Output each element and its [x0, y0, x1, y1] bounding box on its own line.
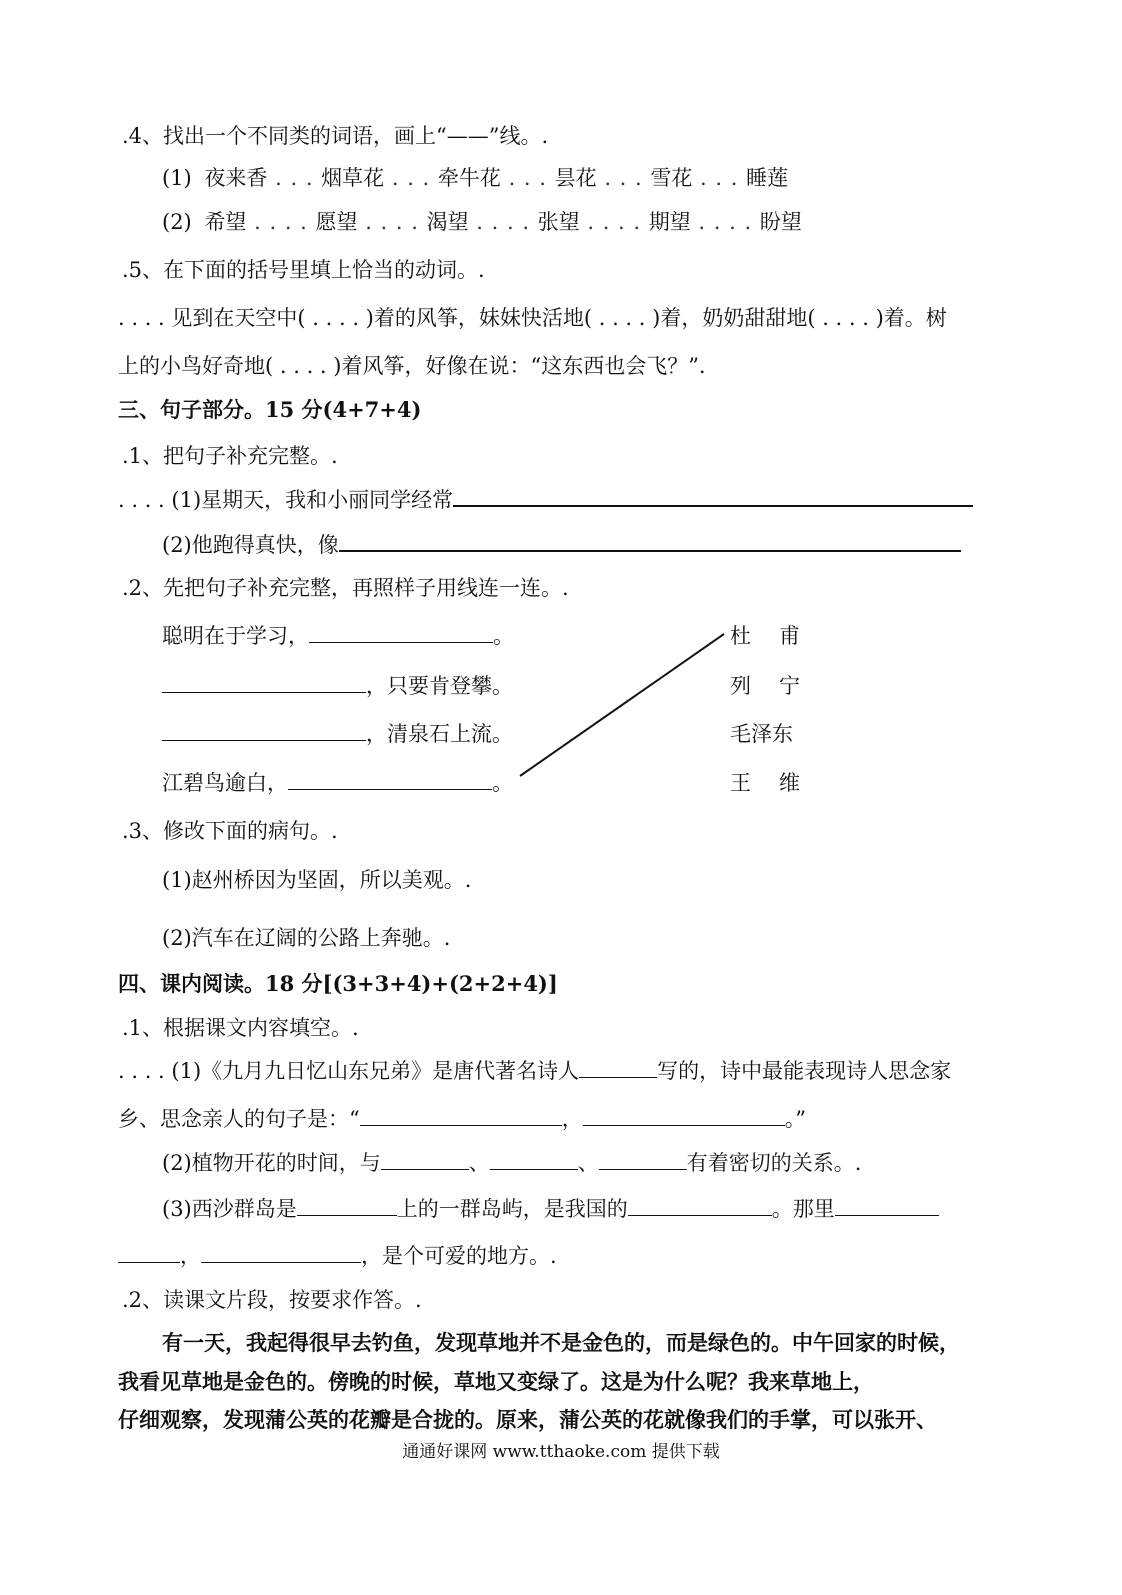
s4-q1-item2-sep: 、 [577, 1151, 599, 1175]
answer-blank[interactable] [381, 1147, 469, 1170]
answer-blank[interactable] [583, 1103, 785, 1126]
section-3-title: 三、句子部分。15 分(4+7+4) [118, 397, 422, 422]
s4-q1-item2 [162, 1147, 861, 1179]
page-footer: 通通好课网 www.tthaoke.com 提供下载 [402, 1442, 720, 1462]
author-char: 杜 [730, 624, 751, 648]
s4-q1-item2-text: (2)植物开花的时间，与 [162, 1151, 381, 1175]
q4-row1-word: 烟草花 [321, 166, 385, 190]
s4-q1-item1-text2: 写的，诗中最能表现诗人思念家 [657, 1059, 952, 1083]
s3-q3-item1: (1)赵州桥因为坚固，所以美观。. [162, 868, 472, 892]
author-char: 宁 [779, 674, 800, 698]
s4-q2-title: .2、读课文片段，按要求作答。. [122, 1288, 422, 1312]
match-left-3-text: ，清泉石上流。 [366, 722, 513, 746]
author-name: 毛泽东 [730, 722, 793, 746]
s4-q1-item3-cont [118, 1240, 557, 1272]
q4-row2-word: 盼望 [759, 210, 802, 234]
s4-q1-item1-text: . . . . (1)《九月九日忆山东兄弟》是唐代著名诗人 [118, 1059, 580, 1083]
q4-row2-word: 愿望 [315, 210, 358, 234]
match-left-2-text: ，只要肯登攀。 [366, 674, 513, 698]
s4-q1-item3-text: (3)西沙群岛是 [162, 1197, 297, 1221]
q4-row2: (2) 希望 . . . . 愿望 . . . . 渴望 . . . . 张望 . . . . 期望 . . . . 盼望 [162, 210, 802, 234]
s4-q1-item2-text2: 有着密切的关系。. [686, 1151, 862, 1175]
q4-row2-word: 期望 [648, 210, 691, 234]
match-left-1-text: 聪明在于学习， [162, 624, 309, 648]
s3-q1-item1-text: . . . . (1)星期天，我和小丽同学经常 [118, 488, 454, 512]
s4-q1-item3 [162, 1193, 939, 1225]
author-char: 甫 [779, 624, 800, 648]
q5-line2: 上的小鸟好奇地( . . . . )着风筝，好像在说：“这东西也会飞？”. [118, 354, 706, 378]
q4-row2-word: 渴望 [426, 210, 469, 234]
s4-q1-item1-text3: 乡、思念亲人的句子是：“ [118, 1107, 360, 1131]
q4-row1-word: 牵牛花 [437, 166, 501, 190]
q4-row1-word: 夜来香 [204, 166, 268, 190]
section-4-title: 四、课内阅读。18 分[(3+3+4)+(2+2+4)] [118, 971, 558, 996]
q4-row2-word: 张望 [537, 210, 580, 234]
match-left-1-end: 。 [493, 624, 514, 648]
s4-q1-item3-text3: 。那里 [771, 1197, 835, 1221]
reading-para-line1: 有一天，我起得很早去钓鱼，发现草地并不是金色的，而是绿色的。中午回家的时候， [162, 1330, 960, 1355]
author-char: 维 [779, 771, 800, 795]
s4-q1-item1-end: 。” [784, 1107, 806, 1131]
answer-blank[interactable] [118, 1240, 180, 1263]
s3-q1-item2-text: (2)他跑得真快，像 [162, 533, 339, 557]
q4-row1-word: 雪花 [650, 166, 693, 190]
answer-blank[interactable] [201, 1240, 361, 1263]
q4-row1-num: (1) [162, 166, 192, 190]
s4-q1-item1-cont [118, 1103, 806, 1135]
answer-blank[interactable] [835, 1193, 939, 1216]
q4-title: .4、找出一个不同类的词语，画上“——”线。. [122, 124, 549, 148]
q5-title: .5、在下面的括号里填上恰当的动词。. [122, 258, 485, 282]
s4-q1-item1-comma: ， [561, 1107, 583, 1131]
s4-q1-item3-comma: ， [180, 1244, 201, 1268]
answer-blank[interactable] [490, 1147, 578, 1170]
answer-blank[interactable] [360, 1103, 562, 1126]
match-left-4-end: 。 [492, 771, 513, 795]
match-example-line [520, 634, 724, 776]
s4-q1-item3-text2: 上的一群岛屿，是我国的 [396, 1197, 628, 1221]
answer-blank[interactable] [579, 1055, 657, 1078]
author-char: 列 [730, 674, 751, 698]
s4-q1-title: .1、根据课文内容填空。. [122, 1016, 359, 1040]
answer-blank[interactable] [297, 1193, 397, 1216]
s3-q3-title: .3、修改下面的病句。. [122, 819, 338, 843]
s4-q1-item3-end: ，是个可爱的地方。. [361, 1244, 557, 1268]
q5-line1: . . . . 见到在天空中( . . . . )着的风筝，妹妹快活地( . . . . )着，奶奶甜甜地( . . . . )着。树 [118, 306, 947, 330]
match-left-4-text: 江碧鸟逾白， [162, 771, 288, 795]
reading-para-line2: 我看见草地是金色的。傍晚的时候，草地又变绿了。这是为什么呢？我来草地上， [118, 1369, 874, 1394]
s3-q1-title: .1、把句子补充完整。. [122, 444, 338, 468]
s3-q2-title: .2、先把句子补充完整，再照样子用线连一连。. [122, 576, 569, 600]
author-char: 王 [730, 771, 751, 795]
q4-row1-word: 昙花 [554, 166, 597, 190]
reading-para-line3: 仔细观察，发现蒲公英的花瓣是合拢的。原来，蒲公英的花就像我们的手掌，可以张开、 [118, 1407, 937, 1432]
q4-row2-word: 希望 [204, 210, 247, 234]
answer-blank[interactable] [628, 1193, 772, 1216]
q4-row1-word: 睡莲 [746, 166, 789, 190]
q4-row1: (1) 夜来香 . . . 烟草花 . . . 牵牛花 . . . 昙花 . . . 雪花 . . . 睡莲 [162, 166, 789, 190]
s4-q1-item1 [118, 1055, 951, 1087]
s4-q1-item2-sep: 、 [468, 1151, 490, 1175]
answer-blank[interactable] [599, 1147, 687, 1170]
q4-row2-num: (2) [162, 210, 192, 234]
s3-q3-item2: (2)汽车在辽阔的公路上奔驰。. [162, 926, 451, 950]
